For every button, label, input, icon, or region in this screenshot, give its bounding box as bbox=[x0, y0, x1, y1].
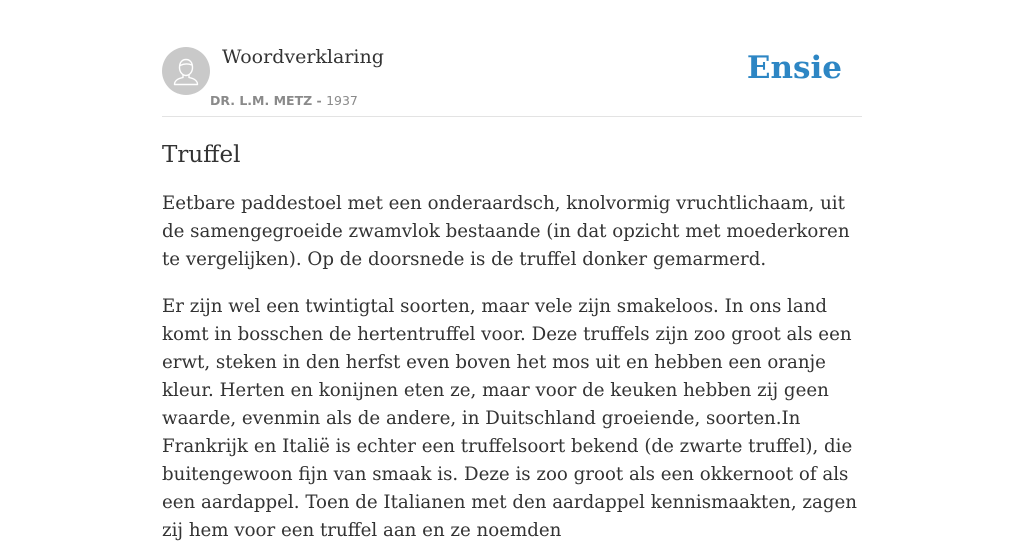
author-name[interactable]: DR. L.M. METZ bbox=[210, 93, 313, 108]
publication-year: 1937 bbox=[326, 93, 358, 108]
article-paragraph: Er zijn wel een twintigtal soorten, maar vele zijn smakeloos. In ons land komt in bosschen de hertentruffel voor. Deze truffels zijn zoo groot als een erwt, steken in den herfst even boven het mos uit en hebben een oranje kleur. Herten en konijnen eten ze, maar voor de keuken hebben zij geen waarde, evenmin als de andere, in Duitschland groeiende, soorten.In Frankrijk en Italië is echter een truffelsoort bekend (de zwarte truffel), die buitengewoon fijn van smaak is. Deze is zoo groot als een okkernoot of als een aardappel. Toen de Italianen met den aardappel kennismaakten, zagen zij hem voor een truffel aan en ze noemden bbox=[162, 296, 857, 541]
author-separator: - bbox=[312, 93, 327, 108]
user-silhouette-icon bbox=[162, 47, 210, 95]
article-title: Truffel bbox=[162, 142, 241, 168]
author-line bbox=[210, 93, 358, 108]
source-title[interactable]: Woordverklaring bbox=[222, 46, 384, 68]
article bbox=[162, 136, 862, 545]
ensie-logo-link[interactable]: Ensie bbox=[746, 50, 842, 86]
article-paragraph: Eetbare paddestoel met een onderaardsch, knolvormig vruchtlichaam, uit de samengegroeide zwamvlok bestaande (in dat opzicht met moederkoren te vergelijken). Op de doorsnede is de truffel donker gemarmerd. bbox=[162, 193, 850, 270]
source-header bbox=[162, 40, 862, 117]
